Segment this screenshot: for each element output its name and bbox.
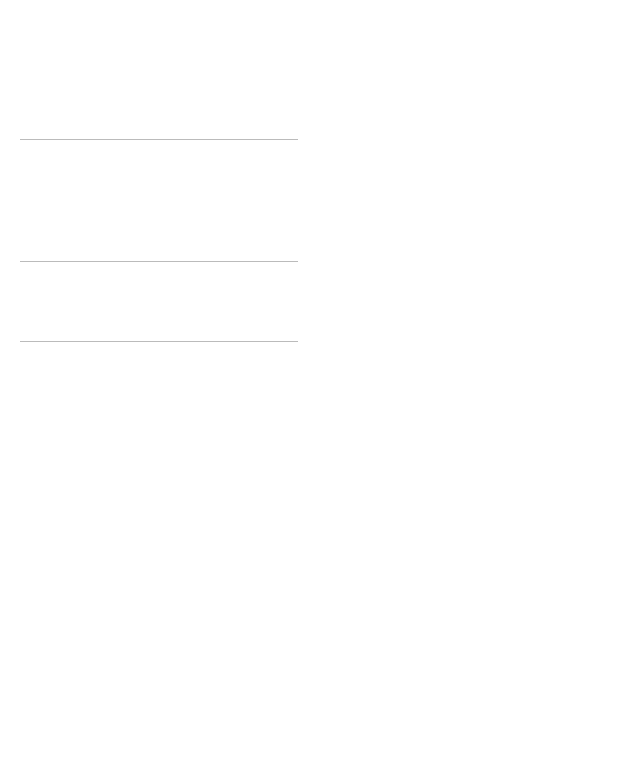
gha-type-summary bbox=[20, 330, 298, 353]
ptat-line bbox=[20, 342, 298, 353]
calving-header bbox=[20, 250, 298, 262]
cdcb-header bbox=[20, 128, 298, 140]
gha-header bbox=[20, 330, 298, 342]
cdcb-summary bbox=[20, 128, 298, 140]
calving-summary bbox=[20, 250, 298, 262]
